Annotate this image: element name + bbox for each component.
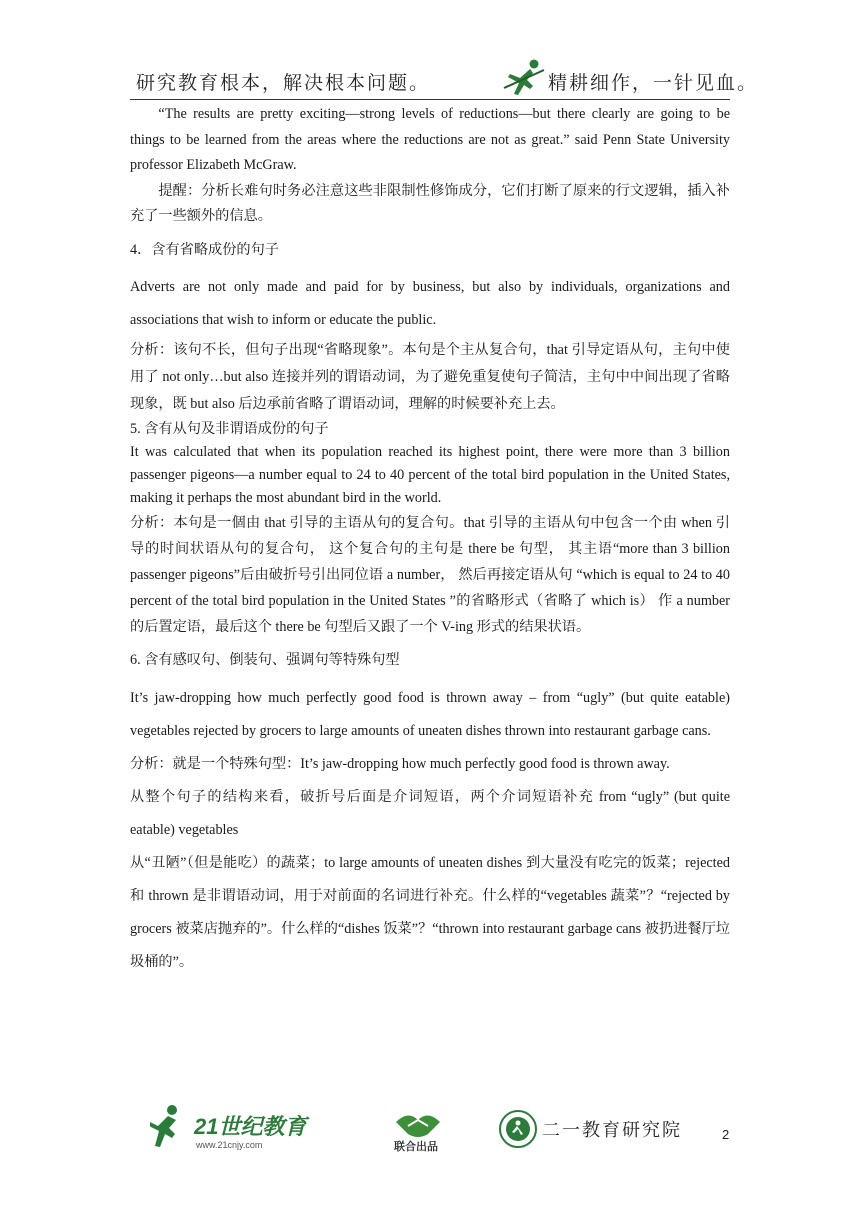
header-motto-left: 研究教育根本，解决根本问题。 — [136, 72, 431, 94]
logo1-text: 21世纪教育 — [194, 1114, 307, 1139]
logo2-text: 联合出品 — [394, 1140, 438, 1153]
handshake-logo — [388, 1104, 448, 1154]
document-body — [130, 102, 730, 979]
analysis-6-detail: 从“丑陋”（但是能吃）的蔬菜；to large amounts of uneaten dishes 到大量没有吃完的饭菜；rejected 和 thrown 是非谓语动词，用于对前面的名词进行补充。什么样的“vegetables 蔬菜”？“rejected by grocers 被菜店抛弃的”。什么样的“dishes 饭菜”？“thrown into restaurant garbage cans 被扔进餐厅垃圾桶的”。 — [130, 854, 730, 970]
analysis-6-intro: 分析：就是一个特殊句型：It’s jaw-dropping how much perfectly good food is thrown away. — [130, 755, 670, 772]
21-research-institute-logo — [496, 1106, 706, 1152]
logo1-url: www.21cnjy.com — [196, 1140, 263, 1150]
runner-logo-icon — [500, 58, 548, 98]
section-heading-5: 5. 含有从句及非谓语成份的句子 — [130, 421, 329, 437]
header-motto-right: 精耕细作，一针见血。 — [548, 72, 759, 94]
example-sentence-4: Adverts are not only made and paid for by business, but also by individuals, organizations and associations that wish to inform or educate the public. — [130, 279, 730, 328]
section-heading-4: 4．含有省略成份的句子 — [130, 241, 279, 258]
page-footer — [140, 1100, 740, 1160]
reminder-paragraph: 提醒：分析长难句时务必注意这些非限制性修饰成分，它们打断了原来的行文逻辑，插入补充了一些额外的信息。 — [130, 182, 730, 224]
page-number: 2 — [722, 1127, 730, 1142]
logo3-text: 二一教育研究院 — [542, 1120, 682, 1141]
21cnjy-logo — [150, 1100, 320, 1156]
analysis-6-structure: 从整个句子的结构来看，破折号后面是介词短语，两个介词短语补充 from “ugly” (but quite eatable) vegetables — [130, 788, 730, 838]
analysis-5: 分析：本句是一個由 that 引导的主语从句的复合句。that 引导的主语从句中包含一个由 when 引导的时间状语从句的复合句， 这个复合句的主句是 there be 句型， 其主语“more than 3 billion passenger pigeons”后由破折号引出同位语 a number， 然后再接定语从句 “which is equal to 24 to 40 percent of the total bird population in the United States ”的省略形式（省略了 which is） 作 a number 的后置定语，最后这个 there be 句型后又跟了一个 V-ing 形式的结果状语。 — [130, 515, 730, 635]
analysis-4: 分析：该句不长，但句子出现“省略现象”。本句是个主从复合句，that 引导定语从句，主句中使用了 not only…but also 连接并列的谓语动词，为了避免重复使句子简洁，主句中中间出现了省略现象，既 but also 后边承前省略了谓语动词，理解的时候要补充上去。 — [130, 342, 730, 412]
header-divider — [130, 99, 730, 100]
section-heading-6: 6. 含有感叹句、倒装句、强调句等特殊句型 — [130, 652, 400, 668]
quote-paragraph: “The results are pretty exciting—strong levels of reductions—but there clearly are going to be things to be learned from the areas where the reductions are not as great.” said Penn State University professor Elizabeth McGraw. — [130, 106, 730, 173]
example-sentence-6: It’s jaw-dropping how much perfectly good food is thrown away – from “ugly” (but quite eatable) vegetables rejected by grocers to large amounts of uneaten dishes thrown into restaurant garbage cans. — [130, 689, 730, 739]
example-sentence-5: It was calculated that when its population reached its highest point, there were more than 3 billion passenger pigeons—a number equal to 24 to 40 percent of the total bird population in the United States, making it perhaps the most abundant bird in the world. — [130, 444, 730, 506]
page-header — [130, 56, 759, 98]
